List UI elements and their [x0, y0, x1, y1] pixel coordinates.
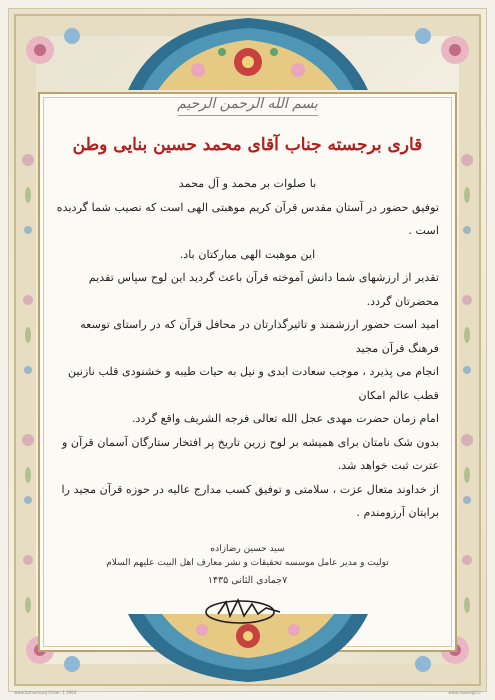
body-line: امام زمان حضرت مهدی عجل الله تعالی فرجه الشریف واقع گردد.	[132, 412, 439, 425]
signatory-title: تولیت و مدیر عامل موسسه تحقیقات و نشر معارف اهل البیت علیهم السلام	[106, 558, 389, 568]
signature-block	[60, 542, 435, 588]
body-line: تقدیر از ارزشهای شما دانش آموخته قرآن باعث گردید این لوح سپاس تقدیم محضرتان گردد.	[88, 271, 439, 308]
body-line: انجام می پذیرد ، موجب سعادت ابدی و نیل به حیات طیبه و خشنودی قلب نازنین قطب عالم امکان	[67, 365, 439, 402]
body-line: بدون شک نامتان برای همیشه بر لوح زرین تاریخ پر افتخار ستارگان آسمان قرآن و عترت ثبت خواهد شد.	[61, 435, 439, 472]
body-line: توفیق حضور در آستان مقدس قرآن کریم موهبتی الهی است که نصیب شما گردیده است .	[56, 200, 439, 237]
signatory-name: سید حسین رضازاده	[210, 544, 285, 554]
body-line: امید است حضور ارزشمند و تاثیرگذارتان در محافل قرآن که در راستای توسعه فرهنگ قرآن مجید	[80, 318, 439, 355]
certificate-title: قاری برجسته جناب آقای محمد حسین بنایی وطن	[72, 135, 423, 155]
body-line: با صلوات بر محمد و آل محمد	[178, 177, 317, 190]
body-line: از خداوند متعال عزت ، سلامتی و توفیق کسب مدارج عالیه در حوزه قرآن مجید را برایتان آرزومندم .	[61, 482, 439, 519]
top-medallion-ornament	[118, 14, 378, 90]
certificate-body	[56, 172, 439, 525]
footer-right-text: www.maaregh.ir	[448, 690, 481, 695]
bismillah-calligraphy: بسم الله الرحمن الرحیم	[177, 96, 318, 112]
bismillah-underline	[178, 115, 318, 116]
footer-left-text: www.tamamsanj Order: 1 5964	[14, 690, 77, 695]
handwritten-signature	[200, 590, 290, 630]
certificate-date: ۷جمادی الثانی ۱۴۳۵	[207, 575, 288, 586]
body-line: این موهبت الهی مبارکتان باد.	[179, 247, 316, 261]
